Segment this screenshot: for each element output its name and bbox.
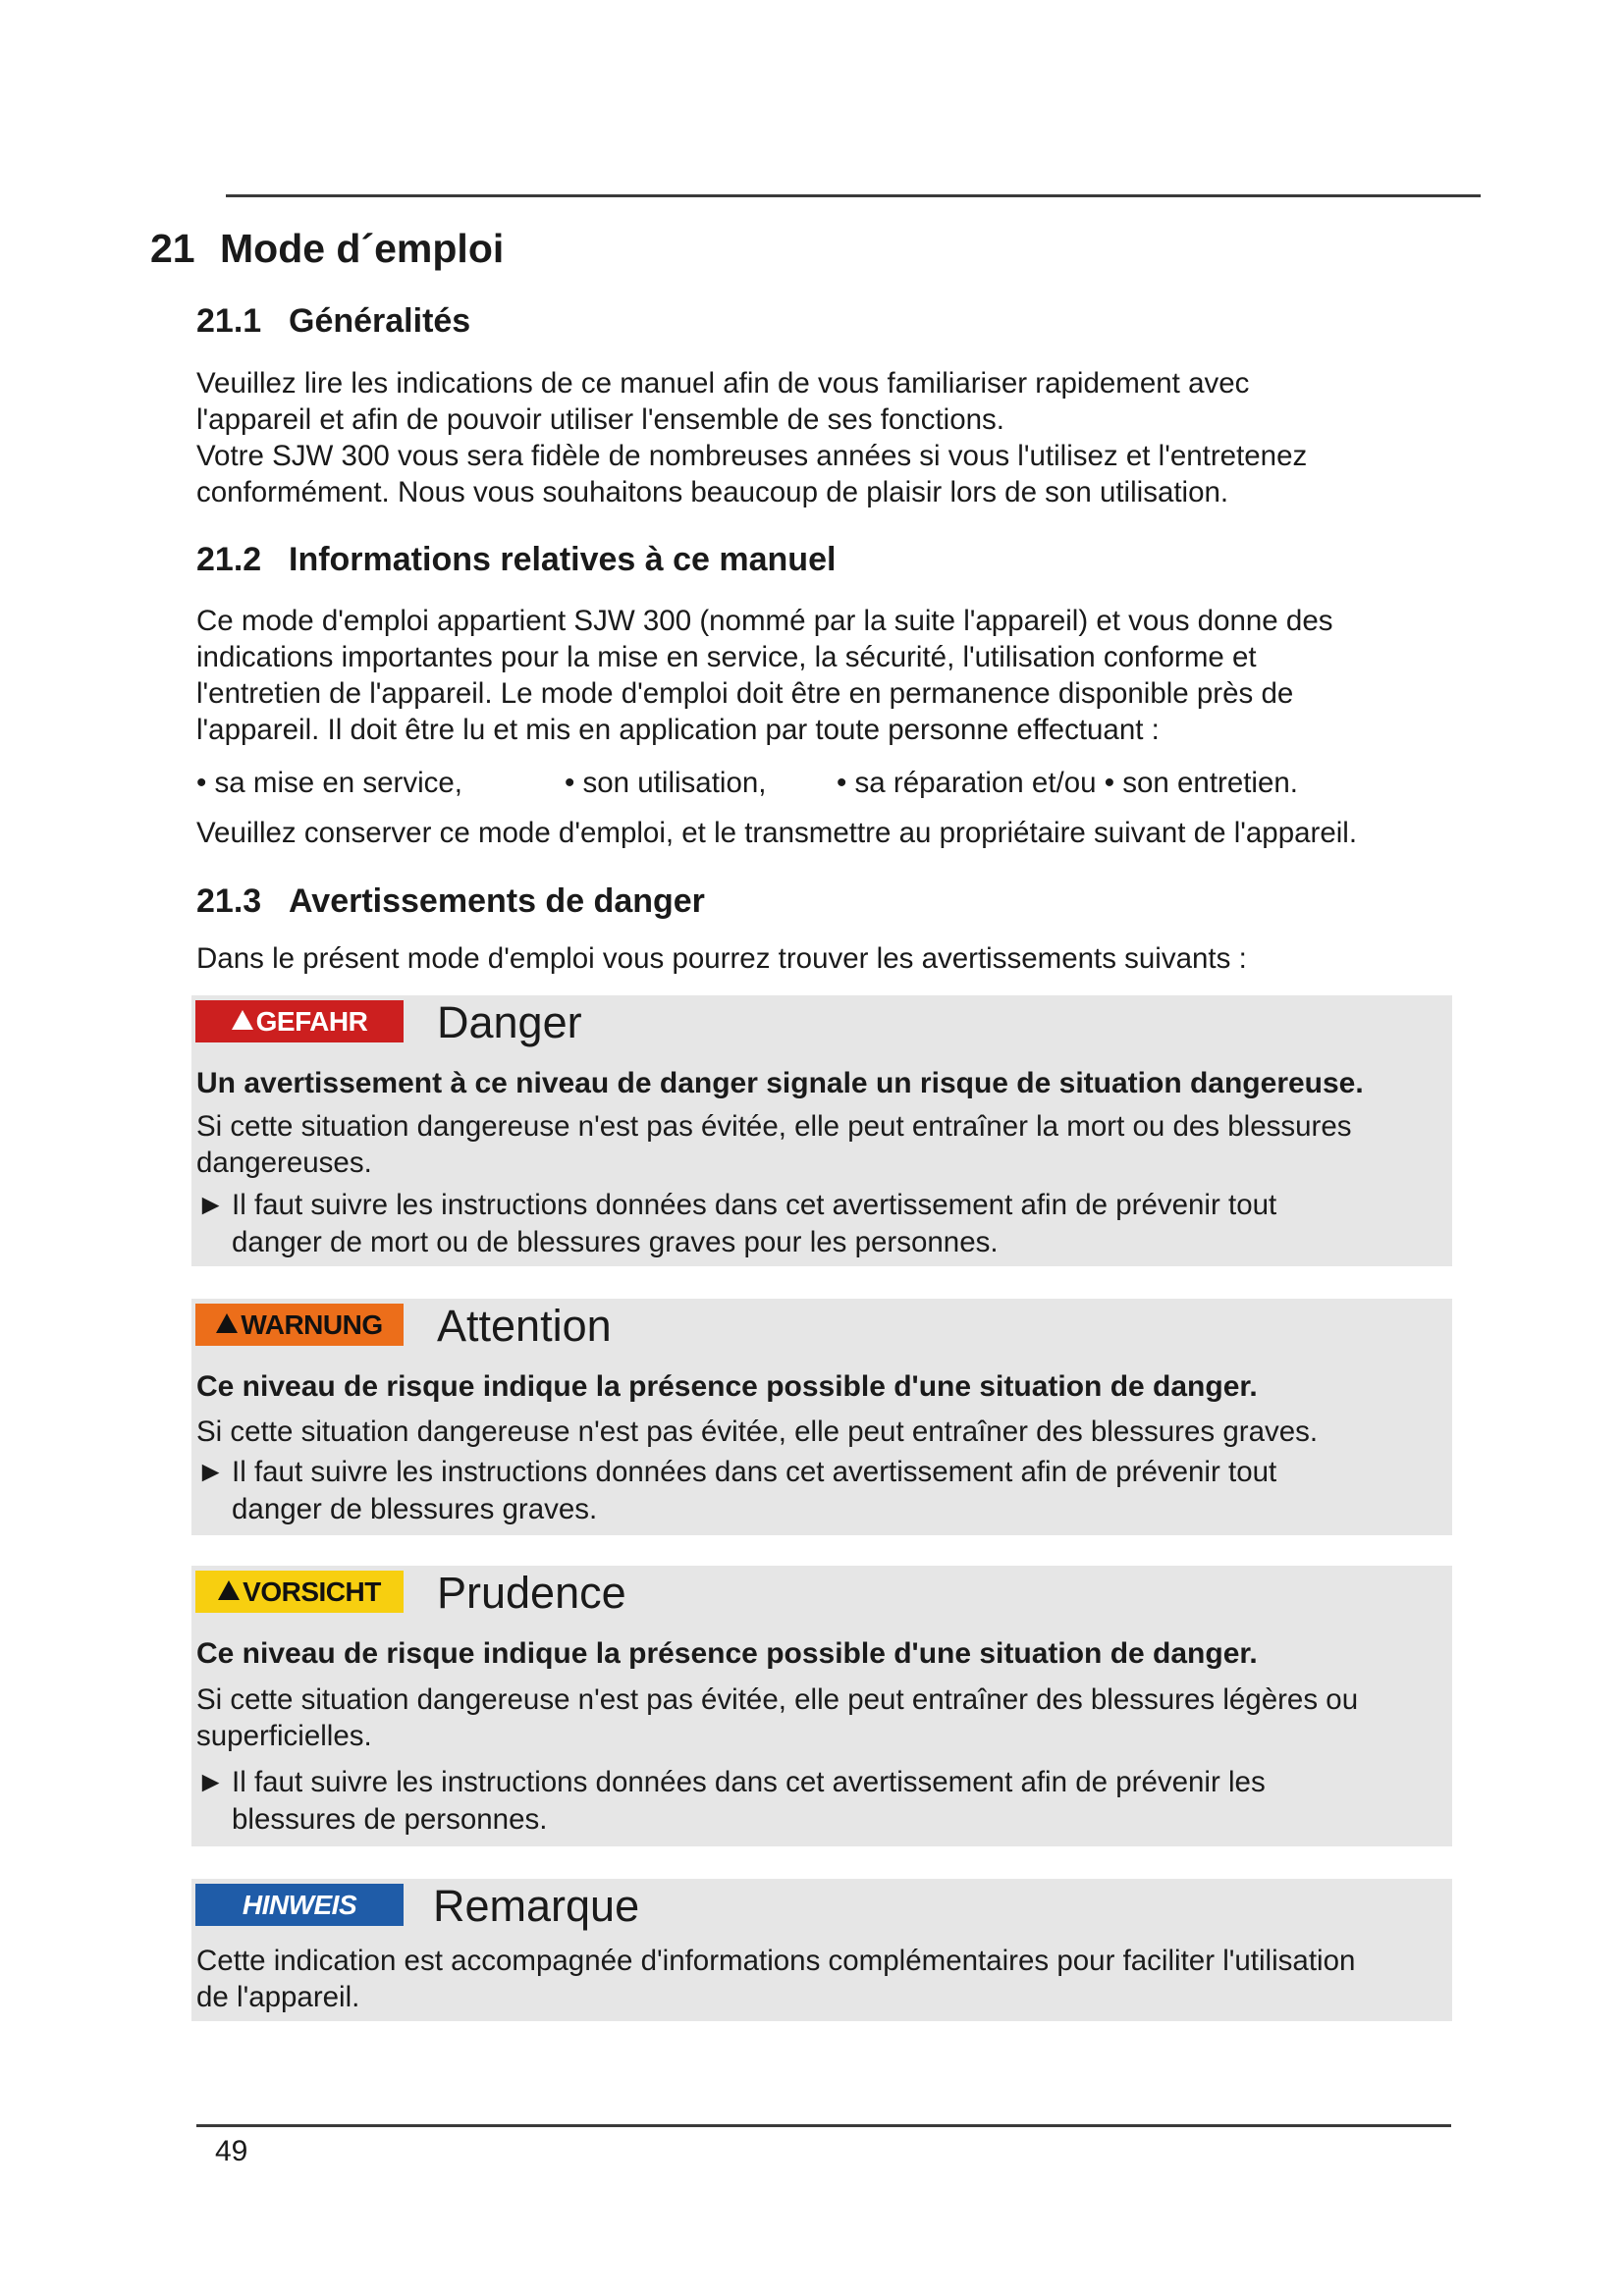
warning-instruction [196, 1764, 1266, 1839]
chapter-number: 21 [150, 226, 195, 271]
chapter-title: Mode d´emploi [220, 226, 505, 271]
footer-rule [196, 2124, 1451, 2127]
signal-word: GEFAHR [255, 1006, 368, 1037]
warning-title: Danger [437, 997, 582, 1047]
arrow-right-icon: ► [196, 1189, 226, 1221]
arrow-right-icon: ► [196, 1456, 226, 1488]
section-paragraph [196, 603, 1463, 748]
section-paragraph [196, 940, 1463, 977]
bullet-item: • sa réparation et/ou • son entretien. [837, 767, 1298, 799]
warning-box-danger [191, 995, 1452, 1266]
warning-text [196, 1682, 1358, 1754]
text-line: danger de blessures graves. [232, 1493, 598, 1525]
warning-text [196, 1108, 1352, 1181]
warning-title: Remarque [433, 1881, 640, 1931]
chapter-heading [150, 218, 504, 279]
text-line: l'appareil. Il doit être lu et mis en application par toute personne effectuant : [196, 714, 1160, 746]
text-line: conformément. Nous vous souhaitons beaucoup de plaisir lors de son utilisation. [196, 476, 1229, 508]
section-number: 21.3 [196, 882, 262, 920]
text-line: l'appareil et afin de pouvoir utiliser l'ensemble de ses fonctions. [196, 403, 1004, 436]
warning-triangle-icon [216, 1313, 238, 1333]
text-line: Si cette situation dangereuse n'est pas évitée, elle peut entraîner la mort ou des blessures [196, 1110, 1352, 1143]
header-rule [226, 194, 1481, 197]
warning-box-caution [191, 1566, 1452, 1846]
text-line: indications importantes pour la mise en service, la sécurité, l'utilisation conforme et [196, 641, 1257, 673]
warning-lead: Ce niveau de risque indique la présence possible d'une situation de danger. [196, 1637, 1258, 1670]
text-line: de l'appareil. [196, 1981, 360, 2013]
section-heading [196, 296, 470, 346]
signal-word: WARNUNG [241, 1309, 383, 1340]
text-line: danger de mort ou de blessures graves pour les personnes. [232, 1226, 999, 1258]
warning-title: Attention [437, 1301, 612, 1351]
text-line: Veuillez lire les indications de ce manuel afin de vous familiariser rapidement avec [196, 367, 1250, 400]
warning-text [196, 1414, 1318, 1450]
text-line: Il faut suivre les instructions données dans cet avertissement afin de prévenir tout [232, 1456, 1277, 1488]
text-line: Il faut suivre les instructions données dans cet avertissement afin de prévenir tout [232, 1189, 1277, 1221]
text-line: Si cette situation dangereuse n'est pas évitée, elle peut entraîner des blessures légères ou [196, 1683, 1359, 1716]
section-heading [196, 877, 705, 926]
text-line: l'entretien de l'appareil. Le mode d'emploi doit être en permanence disponible près de [196, 677, 1294, 710]
text-line: blessures de personnes. [232, 1803, 548, 1836]
warning-box-warning [191, 1299, 1452, 1535]
text-line: Votre SJW 300 vous sera fidèle de nombreuses années si vous l'utilisez et l'entretenez [196, 440, 1308, 472]
bullet-item: • son utilisation, [565, 767, 767, 799]
page-number: 49 [215, 2135, 248, 2167]
warning-triangle-icon [218, 1580, 240, 1600]
arrow-right-icon: ► [196, 1766, 226, 1798]
section-number: 21.1 [196, 302, 262, 340]
section-title: Avertissements de danger [289, 882, 705, 920]
text-line: Si cette situation dangereuse n'est pas évitée, elle peut entraîner des blessures graves. [196, 1415, 1319, 1448]
warning-instruction [196, 1187, 1276, 1261]
section-paragraph [196, 365, 1463, 510]
signal-word: HINWEIS [242, 1890, 357, 1920]
warning-lead: Ce niveau de risque indique la présence possible d'une situation de danger. [196, 1370, 1258, 1403]
warning-instruction [196, 1454, 1276, 1528]
warning-lead: Un avertissement à ce niveau de danger signale un risque de situation dangereuse. [196, 1067, 1364, 1099]
text-line: Cette indication est accompagnée d'informations complémentaires pour faciliter l'utilisation [196, 1945, 1356, 1977]
text-line: dangereuses. [196, 1147, 372, 1179]
section-title: Informations relatives à ce manuel [289, 541, 837, 578]
section-number: 21.2 [196, 541, 262, 578]
warning-triangle-icon [232, 1010, 253, 1030]
text-line: superficielles. [196, 1720, 372, 1752]
warning-box-notice [191, 1879, 1452, 2021]
text-line: Dans le présent mode d'emploi vous pourrez trouver les avertissements suivants : [196, 942, 1247, 975]
section-paragraph [196, 815, 1463, 851]
section-title: Généralités [289, 302, 471, 340]
signal-word-badge [195, 1304, 404, 1346]
signal-word-badge [195, 1571, 404, 1613]
signal-word-badge [195, 1000, 404, 1042]
text-line: Il faut suivre les instructions données dans cet avertissement afin de prévenir les [232, 1766, 1266, 1798]
section-heading [196, 535, 836, 584]
signal-word: VORSICHT [243, 1576, 381, 1607]
warning-title: Prudence [437, 1568, 626, 1618]
bullet-item: • sa mise en service, [196, 767, 463, 799]
warning-text [196, 1943, 1355, 2015]
text-line: Ce mode d'emploi appartient SJW 300 (nommé par la suite l'appareil) et vous donne des [196, 605, 1333, 637]
signal-word-badge [195, 1884, 404, 1926]
text-line: Veuillez conserver ce mode d'emploi, et le transmettre au propriétaire suivant de l'appareil. [196, 817, 1358, 849]
